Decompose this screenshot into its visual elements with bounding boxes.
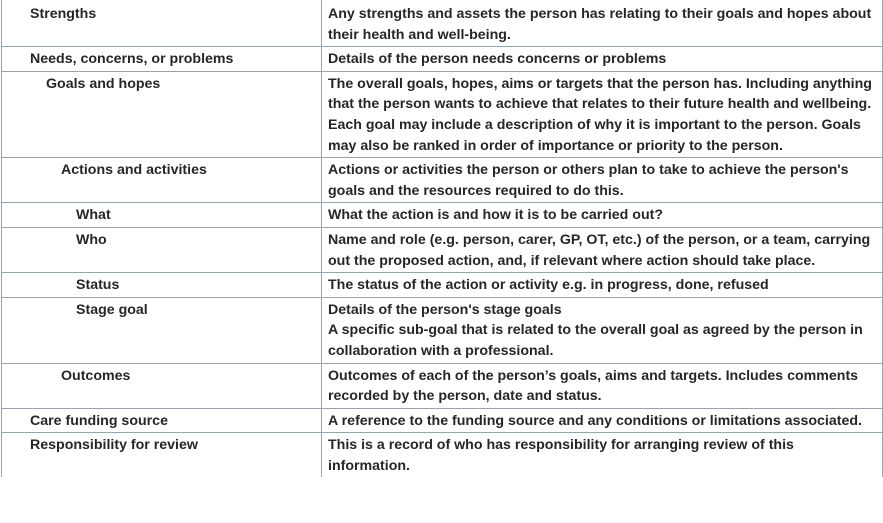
table-row xyxy=(2,0,883,47)
description-text: Details of the person's stage goals xyxy=(328,301,562,318)
table-row xyxy=(2,158,883,203)
field-name-cell: Goals and hopes xyxy=(2,71,322,157)
field-description-cell xyxy=(322,203,883,228)
description-text: The overall goals, hopes, aims or targets that the person has. Including anything that the person wants to achieve that relates to their future health and wellbeing. Each goal may include a description of why it is important to the person. Goals may also be ranked in order of importance or priority to the person. xyxy=(328,75,872,154)
table-row xyxy=(2,273,883,298)
table-row xyxy=(2,408,883,433)
table-body xyxy=(2,0,883,477)
field-description-cell xyxy=(322,47,883,72)
description-text: What the action is and how it is to be carried out? xyxy=(328,207,664,224)
description-text: This is a record of who has responsibility for arranging review of this information. xyxy=(328,437,794,474)
field-description-cell xyxy=(322,363,883,408)
field-description-cell xyxy=(322,0,883,47)
field-name-cell: Who xyxy=(2,227,322,272)
table-row xyxy=(2,227,883,272)
field-name-cell: Stage goal xyxy=(2,297,322,363)
field-description-cell xyxy=(322,158,883,203)
description-text: Any strengths and assets the person has relating to their goals and hopes about their health and well-being. xyxy=(328,6,872,43)
description-text: A specific sub-goal that is related to the overall goal as agreed by the person in collaboration with a professional. xyxy=(328,322,863,359)
description-text: The status of the action or activity e.g. in progress, done, refused xyxy=(328,277,769,294)
table-row xyxy=(2,71,883,157)
field-name-cell: Needs, concerns, or problems xyxy=(2,47,322,72)
record-structure-table xyxy=(1,0,883,477)
field-name-cell: What xyxy=(2,203,322,228)
field-name-cell: Actions and activities xyxy=(2,158,322,203)
description-text: A reference to the funding source and any conditions or limitations associated. xyxy=(328,412,862,429)
table-row xyxy=(2,433,883,478)
table-row xyxy=(2,47,883,72)
description-text: Name and role (e.g. person, carer, GP, OT, etc.) of the person, or a team, carrying out the proposed action, and, if relevant where action should take place. xyxy=(328,231,871,269)
field-description-cell xyxy=(322,71,883,157)
field-name-cell: Outcomes xyxy=(2,363,322,408)
field-name-cell: Strengths xyxy=(2,0,322,47)
field-description-cell xyxy=(322,408,883,433)
field-name-cell: Responsibility for review xyxy=(2,433,322,478)
table-row xyxy=(2,363,883,408)
field-description-cell xyxy=(322,227,883,272)
description-text: Actions or activities the person or others plan to take to achieve the person's goals and the resources required to do this. xyxy=(328,162,849,199)
description-text: Outcomes of each of the person’s goals, aims and targets. Includes comments recorded by the person, date and status. xyxy=(328,367,859,405)
field-description-cell xyxy=(322,273,883,298)
table-row xyxy=(2,203,883,228)
field-name-cell: Care funding source xyxy=(2,408,322,433)
table-row xyxy=(2,297,883,363)
description-text: Details of the person needs concerns or problems xyxy=(328,51,667,68)
field-description-cell xyxy=(322,433,883,478)
field-description-cell xyxy=(322,297,883,363)
field-name-cell: Status xyxy=(2,273,322,298)
